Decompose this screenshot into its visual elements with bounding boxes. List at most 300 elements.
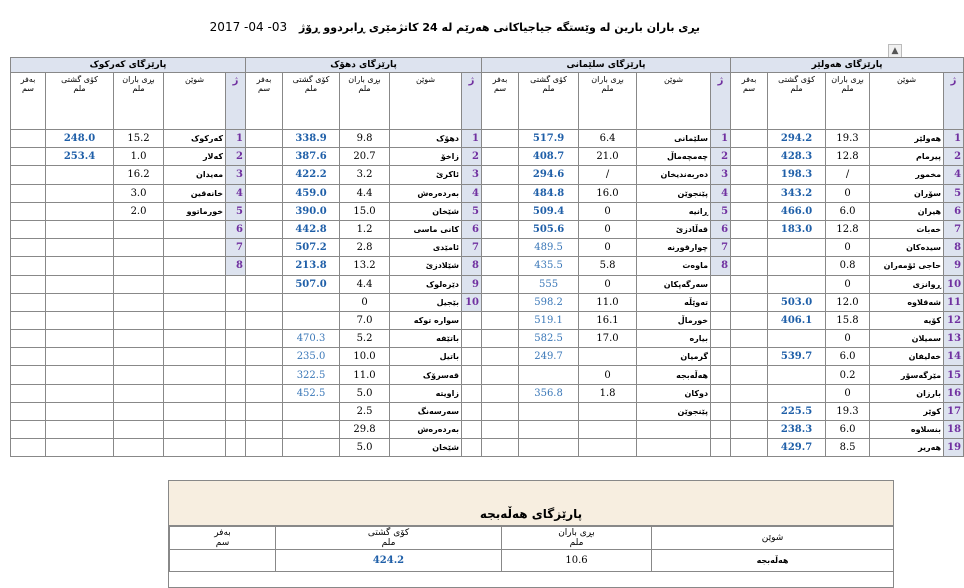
cell-station: ڕوانزی [870, 275, 944, 293]
cell-num: 9 [462, 275, 482, 293]
cell-rain: 3.0 [114, 184, 164, 202]
cell-num: 7 [944, 220, 964, 238]
cell-total [283, 402, 340, 420]
cell-total: 387.6 [283, 148, 340, 166]
cell-station: بەردەرەش [390, 184, 462, 202]
cell-station: مخمور [870, 166, 944, 184]
cell-rain [114, 421, 164, 439]
halabja-total: 424.2 [276, 550, 502, 572]
cell-num: 12 [944, 311, 964, 329]
cell-num [711, 348, 731, 366]
cell-rain: 12.8 [826, 148, 870, 166]
cell-num: 7 [711, 239, 731, 257]
cell-snow [11, 275, 46, 293]
cell-total [46, 220, 114, 238]
cell-total: 442.8 [283, 220, 340, 238]
cell-rain: 4.4 [340, 184, 390, 202]
col-header-rain: بڕی باران ملم [114, 73, 164, 130]
halabja-table [169, 526, 894, 572]
cell-snow [11, 421, 46, 439]
cell-station: خانەقین [164, 184, 226, 202]
cell-num [711, 293, 731, 311]
cell-total [519, 366, 579, 384]
cell-rain [114, 348, 164, 366]
cell-snow [482, 184, 519, 202]
cell-snow [482, 130, 519, 148]
cell-num: 7 [462, 239, 482, 257]
cell-station [164, 402, 226, 420]
column-header-row [11, 73, 964, 130]
cell-snow [11, 257, 46, 275]
cell-snow [731, 239, 768, 257]
cell-station: هەڵەبجە [637, 366, 711, 384]
cell-snow [731, 257, 768, 275]
cell-num [226, 439, 246, 457]
cell-num: 2 [226, 148, 246, 166]
cell-station: شێخان [390, 439, 462, 457]
col-header-snow: بەفر سم [246, 73, 283, 130]
cell-total [46, 421, 114, 439]
cell-station: سمیلان [870, 330, 944, 348]
cell-rain: / [826, 166, 870, 184]
cell-total: 294.2 [768, 130, 826, 148]
cell-rain [114, 366, 164, 384]
cell-rain [114, 384, 164, 402]
cell-station: تەوێڵە [637, 293, 711, 311]
cell-snow [731, 384, 768, 402]
cell-total [768, 384, 826, 402]
cell-snow [731, 130, 768, 148]
cell-rain: 0 [579, 366, 637, 384]
cell-snow [246, 257, 283, 275]
cell-snow [246, 166, 283, 184]
cell-total: 484.8 [519, 184, 579, 202]
cell-snow [246, 293, 283, 311]
cell-station: بێجیل [390, 293, 462, 311]
cell-rain: 3.2 [340, 166, 390, 184]
cell-rain [114, 220, 164, 238]
cell-num [711, 275, 731, 293]
cell-snow [246, 348, 283, 366]
cell-rain [579, 439, 637, 457]
cell-snow [246, 330, 283, 348]
cell-station: ڕانیە [637, 202, 711, 220]
cell-num [462, 348, 482, 366]
table-row [11, 239, 964, 257]
cell-snow [11, 311, 46, 329]
halabja-col-station: شوێن [652, 527, 894, 550]
table-row [11, 148, 964, 166]
cell-snow [482, 402, 519, 420]
cell-rain [114, 402, 164, 420]
cell-num: 2 [462, 148, 482, 166]
cell-station [164, 421, 226, 439]
cell-num: 6 [226, 220, 246, 238]
cell-rain: 1.2 [340, 220, 390, 238]
cell-total: 507.2 [283, 239, 340, 257]
cell-snow [731, 366, 768, 384]
cell-snow [482, 166, 519, 184]
col-header-num: ژ [226, 73, 246, 130]
cell-total: 248.0 [46, 130, 114, 148]
cell-rain: / [579, 166, 637, 184]
cell-rain: 20.7 [340, 148, 390, 166]
cell-rain: 19.3 [826, 130, 870, 148]
cell-total: 428.3 [768, 148, 826, 166]
cell-snow [482, 202, 519, 220]
col-header-snow: بەفر سم [731, 73, 768, 130]
table-row [11, 184, 964, 202]
cell-num [226, 330, 246, 348]
cell-station: شەقلاوە [870, 293, 944, 311]
rainfall-table [10, 57, 964, 457]
cell-num: 1 [944, 130, 964, 148]
cell-rain: 5.2 [340, 330, 390, 348]
cell-num: 3 [711, 166, 731, 184]
cell-station: سوارە توکە [390, 311, 462, 329]
cell-station: هەریر [870, 439, 944, 457]
cell-rain [579, 421, 637, 439]
cell-num: 3 [226, 166, 246, 184]
cell-rain: 5.0 [340, 384, 390, 402]
cell-total: 452.5 [283, 384, 340, 402]
cell-snow [482, 439, 519, 457]
cell-station: حاجی ئۆمەران [870, 257, 944, 275]
cell-num [462, 366, 482, 384]
cell-num [711, 311, 731, 329]
cell-station: سۆران [870, 184, 944, 202]
cell-snow [482, 148, 519, 166]
cell-snow [731, 439, 768, 457]
cell-rain: 6.0 [826, 202, 870, 220]
cell-total: 555 [519, 275, 579, 293]
cell-rain [579, 402, 637, 420]
cell-num: 8 [711, 257, 731, 275]
col-header-total: کۆی گشتی ملم [768, 73, 826, 130]
cell-rain: 16.1 [579, 311, 637, 329]
cell-station: بیارە [637, 330, 711, 348]
cell-rain: 0 [826, 330, 870, 348]
cell-station [164, 257, 226, 275]
cell-station: دوکان [637, 384, 711, 402]
cell-station: هیران [870, 202, 944, 220]
cell-total: 507.0 [283, 275, 340, 293]
col-header-total: کۆی گشتی ملم [283, 73, 340, 130]
cell-rain: 0 [579, 202, 637, 220]
cell-total [283, 311, 340, 329]
col-header-snow: بەفر سم [11, 73, 46, 130]
cell-num: 13 [944, 330, 964, 348]
cell-num: 18 [944, 421, 964, 439]
cell-total [519, 421, 579, 439]
cell-num: 5 [226, 202, 246, 220]
cell-total [519, 402, 579, 420]
cell-num [462, 384, 482, 402]
table-row [11, 202, 964, 220]
cell-station: دهۆک [390, 130, 462, 148]
cell-num: 6 [711, 220, 731, 238]
cell-num: 9 [944, 257, 964, 275]
cell-total: 435.5 [519, 257, 579, 275]
cell-num: 4 [711, 184, 731, 202]
cell-snow [11, 130, 46, 148]
cell-snow [482, 311, 519, 329]
cell-num: 1 [226, 130, 246, 148]
cell-station: کانی ماسی [390, 220, 462, 238]
cell-station: ماوەت [637, 257, 711, 275]
cell-snow [11, 384, 46, 402]
halabja-title-bar [169, 481, 893, 526]
halabja-header-row [170, 527, 894, 550]
cell-station: مەیدان [164, 166, 226, 184]
cell-rain: 1.0 [114, 148, 164, 166]
cell-rain [114, 275, 164, 293]
col-header-num: ژ [711, 73, 731, 130]
cell-snow [731, 148, 768, 166]
cell-total: 406.1 [768, 311, 826, 329]
cell-total [46, 330, 114, 348]
table-row [11, 366, 964, 384]
cell-rain: 19.3 [826, 402, 870, 420]
cell-station [164, 220, 226, 238]
cell-rain: 5.0 [340, 439, 390, 457]
cell-total: 422.2 [283, 166, 340, 184]
cell-snow [11, 330, 46, 348]
table-row [11, 166, 964, 184]
cell-num: 5 [462, 202, 482, 220]
cell-total: 519.1 [519, 311, 579, 329]
cell-total [46, 275, 114, 293]
cell-rain [114, 293, 164, 311]
cell-total [46, 384, 114, 402]
cell-snow [482, 239, 519, 257]
cell-snow [731, 184, 768, 202]
cell-rain: 10.0 [340, 348, 390, 366]
cell-total [768, 257, 826, 275]
cell-total: 322.5 [283, 366, 340, 384]
cell-rain: 11.0 [579, 293, 637, 311]
cell-rain: 0 [579, 275, 637, 293]
cell-rain: 0 [826, 275, 870, 293]
cell-num [462, 439, 482, 457]
cell-snow [482, 384, 519, 402]
cell-total [46, 257, 114, 275]
col-header-rain: بڕی باران ملم [826, 73, 870, 130]
cell-num: 1 [462, 130, 482, 148]
cell-num: 6 [944, 202, 964, 220]
cell-station [164, 330, 226, 348]
cell-snow [731, 202, 768, 220]
cell-num: 8 [226, 257, 246, 275]
cell-snow [11, 293, 46, 311]
cell-snow [11, 402, 46, 420]
cell-snow [246, 384, 283, 402]
cell-rain: 0 [826, 184, 870, 202]
cell-snow [246, 402, 283, 420]
cell-num [711, 330, 731, 348]
cell-station [164, 348, 226, 366]
cell-snow [11, 366, 46, 384]
cell-station: باتێفە [390, 330, 462, 348]
cell-snow [246, 421, 283, 439]
cell-station: خەبات [870, 220, 944, 238]
cell-station: کەرکوک [164, 130, 226, 148]
cell-snow [246, 202, 283, 220]
cell-rain: 4.4 [340, 275, 390, 293]
scroll-up-icon[interactable]: ▲ [888, 44, 902, 58]
cell-station: ئامێدی [390, 239, 462, 257]
cell-station [164, 384, 226, 402]
cell-total: 466.0 [768, 202, 826, 220]
cell-station: پیرمام [870, 148, 944, 166]
cell-snow [731, 220, 768, 238]
cell-station: بنسلاوە [870, 421, 944, 439]
region-sulaymaniyah-header: پارێزگای سلێمانی [482, 58, 731, 73]
cell-total [46, 239, 114, 257]
cell-station: کەلار [164, 148, 226, 166]
col-header-total: کۆی گشتی ملم [519, 73, 579, 130]
cell-snow [11, 202, 46, 220]
halabja-col-total: کۆی گشتی ملم [276, 527, 502, 550]
col-header-total: کۆی گشتی ملم [46, 73, 114, 130]
cell-total: 235.0 [283, 348, 340, 366]
table-row [11, 421, 964, 439]
table-row [11, 439, 964, 457]
halabja-title: پارێزگای هەڵەبجە [479, 507, 583, 521]
cell-num: 8 [462, 257, 482, 275]
report-date: 03- 04- 2017 [209, 20, 288, 34]
cell-station [164, 239, 226, 257]
cell-total [283, 439, 340, 457]
col-header-rain: بڕی باران ملم [340, 73, 390, 130]
cell-total [46, 311, 114, 329]
cell-total [46, 202, 114, 220]
cell-num [462, 421, 482, 439]
cell-total [46, 293, 114, 311]
cell-num: 11 [944, 293, 964, 311]
cell-total: 505.6 [519, 220, 579, 238]
cell-snow [246, 311, 283, 329]
table-row [11, 257, 964, 275]
cell-snow [731, 402, 768, 420]
table-row [11, 348, 964, 366]
halabja-section [168, 480, 894, 588]
cell-total [283, 293, 340, 311]
cell-rain: 29.8 [340, 421, 390, 439]
cell-rain [579, 348, 637, 366]
cell-num [711, 421, 731, 439]
halabja-snow [170, 550, 276, 572]
cell-station [637, 421, 711, 439]
cell-total [46, 402, 114, 420]
cell-total: 390.0 [283, 202, 340, 220]
cell-snow [482, 366, 519, 384]
cell-rain: 15.0 [340, 202, 390, 220]
cell-snow [482, 220, 519, 238]
cell-snow [731, 330, 768, 348]
cell-station: خەلیفان [870, 348, 944, 366]
cell-station: دێرەلوک [390, 275, 462, 293]
cell-total [768, 239, 826, 257]
col-header-station: شوێن [164, 73, 226, 130]
cell-rain [114, 311, 164, 329]
cell-num: 2 [944, 148, 964, 166]
cell-rain: 11.0 [340, 366, 390, 384]
cell-total: 470.3 [283, 330, 340, 348]
cell-num: 4 [944, 166, 964, 184]
cell-station: قەڵادزێ [637, 220, 711, 238]
cell-rain: 13.2 [340, 257, 390, 275]
cell-snow [11, 148, 46, 166]
cell-total: 429.7 [768, 439, 826, 457]
cell-snow [731, 421, 768, 439]
cell-rain: 0 [579, 220, 637, 238]
cell-rain: 17.0 [579, 330, 637, 348]
col-header-rain: بڕی باران ملم [579, 73, 637, 130]
cell-rain: 0 [826, 239, 870, 257]
cell-station: کۆیە [870, 311, 944, 329]
cell-station: چەمچەماڵ [637, 148, 711, 166]
cell-snow [246, 275, 283, 293]
cell-rain: 2.0 [114, 202, 164, 220]
cell-rain: 5.8 [579, 257, 637, 275]
cell-num: 1 [711, 130, 731, 148]
cell-rain: 0 [340, 293, 390, 311]
cell-station: گرمیان [637, 348, 711, 366]
region-duhok-header: پارێزگای دهۆک [246, 58, 482, 73]
cell-rain: 12.0 [826, 293, 870, 311]
cell-num: 15 [944, 366, 964, 384]
cell-rain: 2.5 [340, 402, 390, 420]
cell-snow [246, 130, 283, 148]
cell-total: 294.6 [519, 166, 579, 184]
col-header-station: شوێن [637, 73, 711, 130]
cell-station [637, 439, 711, 457]
cell-station: سلێمانی [637, 130, 711, 148]
cell-station: کوێر [870, 402, 944, 420]
cell-snow [731, 166, 768, 184]
table-row [11, 130, 964, 148]
cell-station: بەردەرەش [390, 421, 462, 439]
cell-snow [482, 275, 519, 293]
cell-snow [482, 257, 519, 275]
cell-rain: 9.8 [340, 130, 390, 148]
cell-total: 408.7 [519, 148, 579, 166]
cell-station: پێنجوێن [637, 184, 711, 202]
cell-rain [114, 330, 164, 348]
cell-snow [246, 239, 283, 257]
cell-total: 343.2 [768, 184, 826, 202]
cell-num: 10 [462, 293, 482, 311]
cell-snow [731, 311, 768, 329]
cell-station: بارزان [870, 384, 944, 402]
cell-total: 539.7 [768, 348, 826, 366]
cell-rain: 15.8 [826, 311, 870, 329]
cell-station [164, 439, 226, 457]
cell-snow [11, 184, 46, 202]
col-header-station: شوێن [390, 73, 462, 130]
cell-num [226, 311, 246, 329]
cell-station [164, 275, 226, 293]
cell-rain: 0.2 [826, 366, 870, 384]
table-row [11, 275, 964, 293]
cell-total: 503.0 [768, 293, 826, 311]
cell-total [768, 330, 826, 348]
cell-num: 5 [944, 184, 964, 202]
cell-total [519, 439, 579, 457]
cell-num: 4 [226, 184, 246, 202]
cell-num: 2 [711, 148, 731, 166]
